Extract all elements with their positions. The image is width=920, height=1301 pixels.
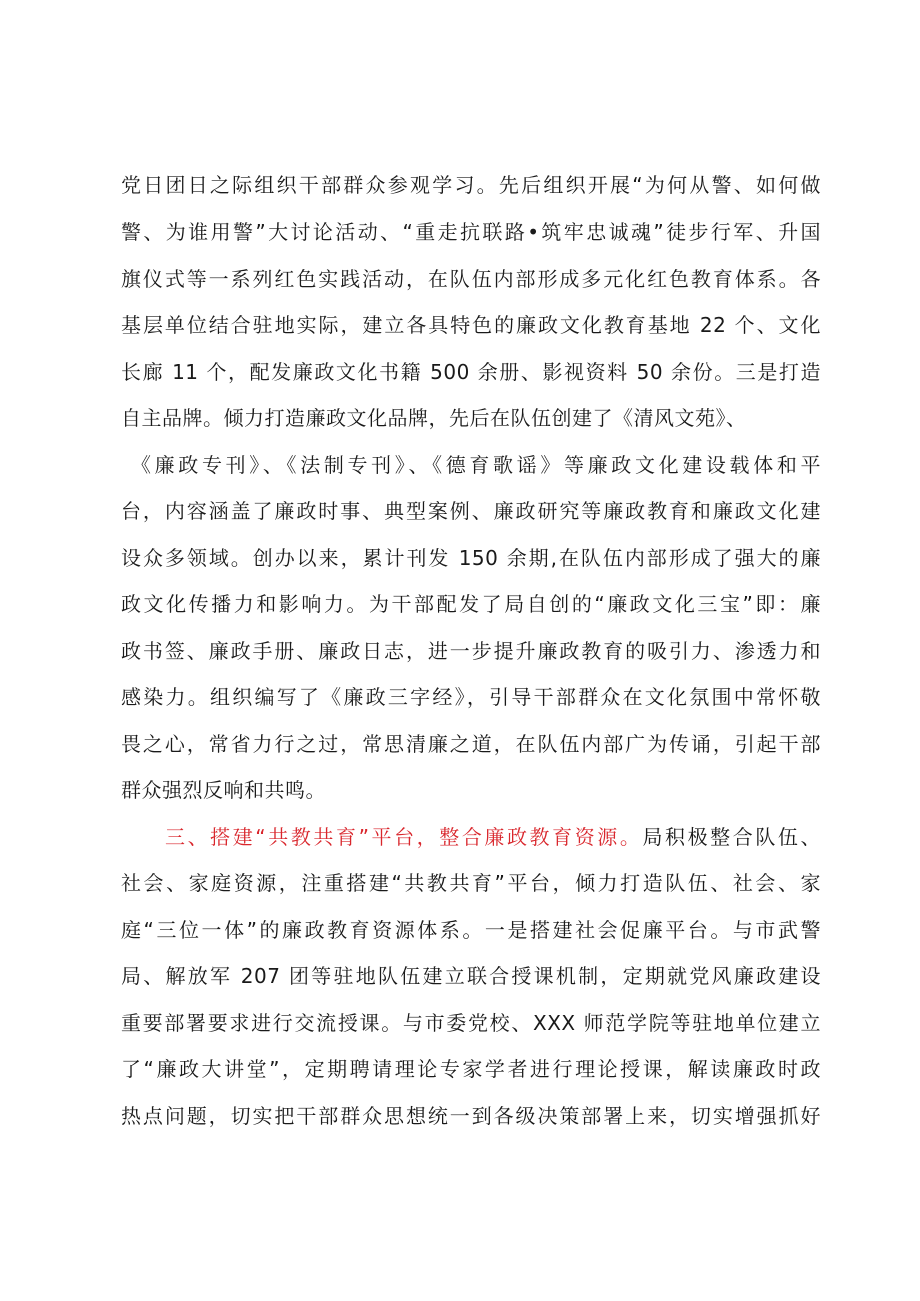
paragraph-line: 旗仪式等一系列红色实践活动，在队伍内部形成多元化红色教育体系。各 bbox=[121, 267, 821, 291]
paragraph-line: 感染力。组织编写了《廉政三字经》，引导干部群众在文化氛围中常怀敬 bbox=[121, 685, 821, 709]
paragraph-line: 庭“三位一体”的廉政教育资源体系。一是搭建社会促廉平台。与市武警 bbox=[121, 918, 821, 942]
paragraph-line: 《廉政专刊》、《法制专刊》、《德育歌谣》等廉政文化建设载体和平 bbox=[131, 453, 821, 477]
paragraph-line: 社会、家庭资源，注重搭建“共教共育”平台，倾力打造队伍、社会、家 bbox=[121, 871, 821, 895]
paragraph-line: 政文化传播力和影响力。为干部配发了局自创的“廉政文化三宝”即：廉 bbox=[121, 592, 821, 616]
paragraph-line: 党日团日之际组织干部群众参观学习。先后组织开展“为何从警、如何做 bbox=[121, 173, 821, 197]
paragraph-line: 警、为谁用警”大讨论活动、“重走抗联路•筑牢忠诚魂”徒步行军、升国 bbox=[121, 220, 821, 244]
section-heading: 三、搭建“共教共育”平台，整合廉政教育资源。 bbox=[165, 825, 643, 849]
paragraph-line: 长廊 11 个，配发廉政文化书籍 500 余册、影视资料 50 余份。三是打造 bbox=[121, 360, 821, 384]
section-heading-line bbox=[165, 822, 821, 852]
paragraph-line: 设众多领域。创办以来，累计刊发 150 余期,在队伍内部形成了强大的廉 bbox=[121, 546, 821, 570]
heading-line-rest: 局积极整合队伍、 bbox=[642, 825, 821, 849]
paragraph-line: 政书签、廉政手册、廉政日志，进一步提升廉政教育的吸引力、渗透力和 bbox=[121, 639, 821, 663]
paragraph-line: 台，内容涵盖了廉政时事、典型案例、廉政研究等廉政教育和廉政文化建 bbox=[121, 499, 821, 523]
paragraph-line: 了“廉政大讲堂”，定期聘请理论专家学者进行理论授课，解读廉政时政 bbox=[121, 1057, 821, 1081]
paragraph-line: 重要部署要求进行交流授课。与市委党校、XXX 师范学院等驻地单位建立 bbox=[121, 1011, 821, 1035]
paragraph-line: 局、解放军 207 团等驻地队伍建立联合授课机制，定期就党风廉政建设 bbox=[121, 964, 821, 988]
paragraph-line: 热点问题，切实把干部群众思想统一到各级决策部署上来，切实增强抓好 bbox=[121, 1104, 821, 1128]
paragraph-line: 自主品牌。倾力打造廉政文化品牌，先后在队伍创建了《清风文苑》、 bbox=[121, 406, 747, 430]
paragraph-line: 基层单位结合驻地实际，建立各具特色的廉政文化教育基地 22 个、文化 bbox=[121, 313, 821, 337]
paragraph-line: 群众强烈反响和共鸣。 bbox=[121, 778, 326, 802]
paragraph-line: 畏之心，常省力行之过，常思清廉之道，在队伍内部广为传诵，引起干部 bbox=[121, 732, 821, 756]
